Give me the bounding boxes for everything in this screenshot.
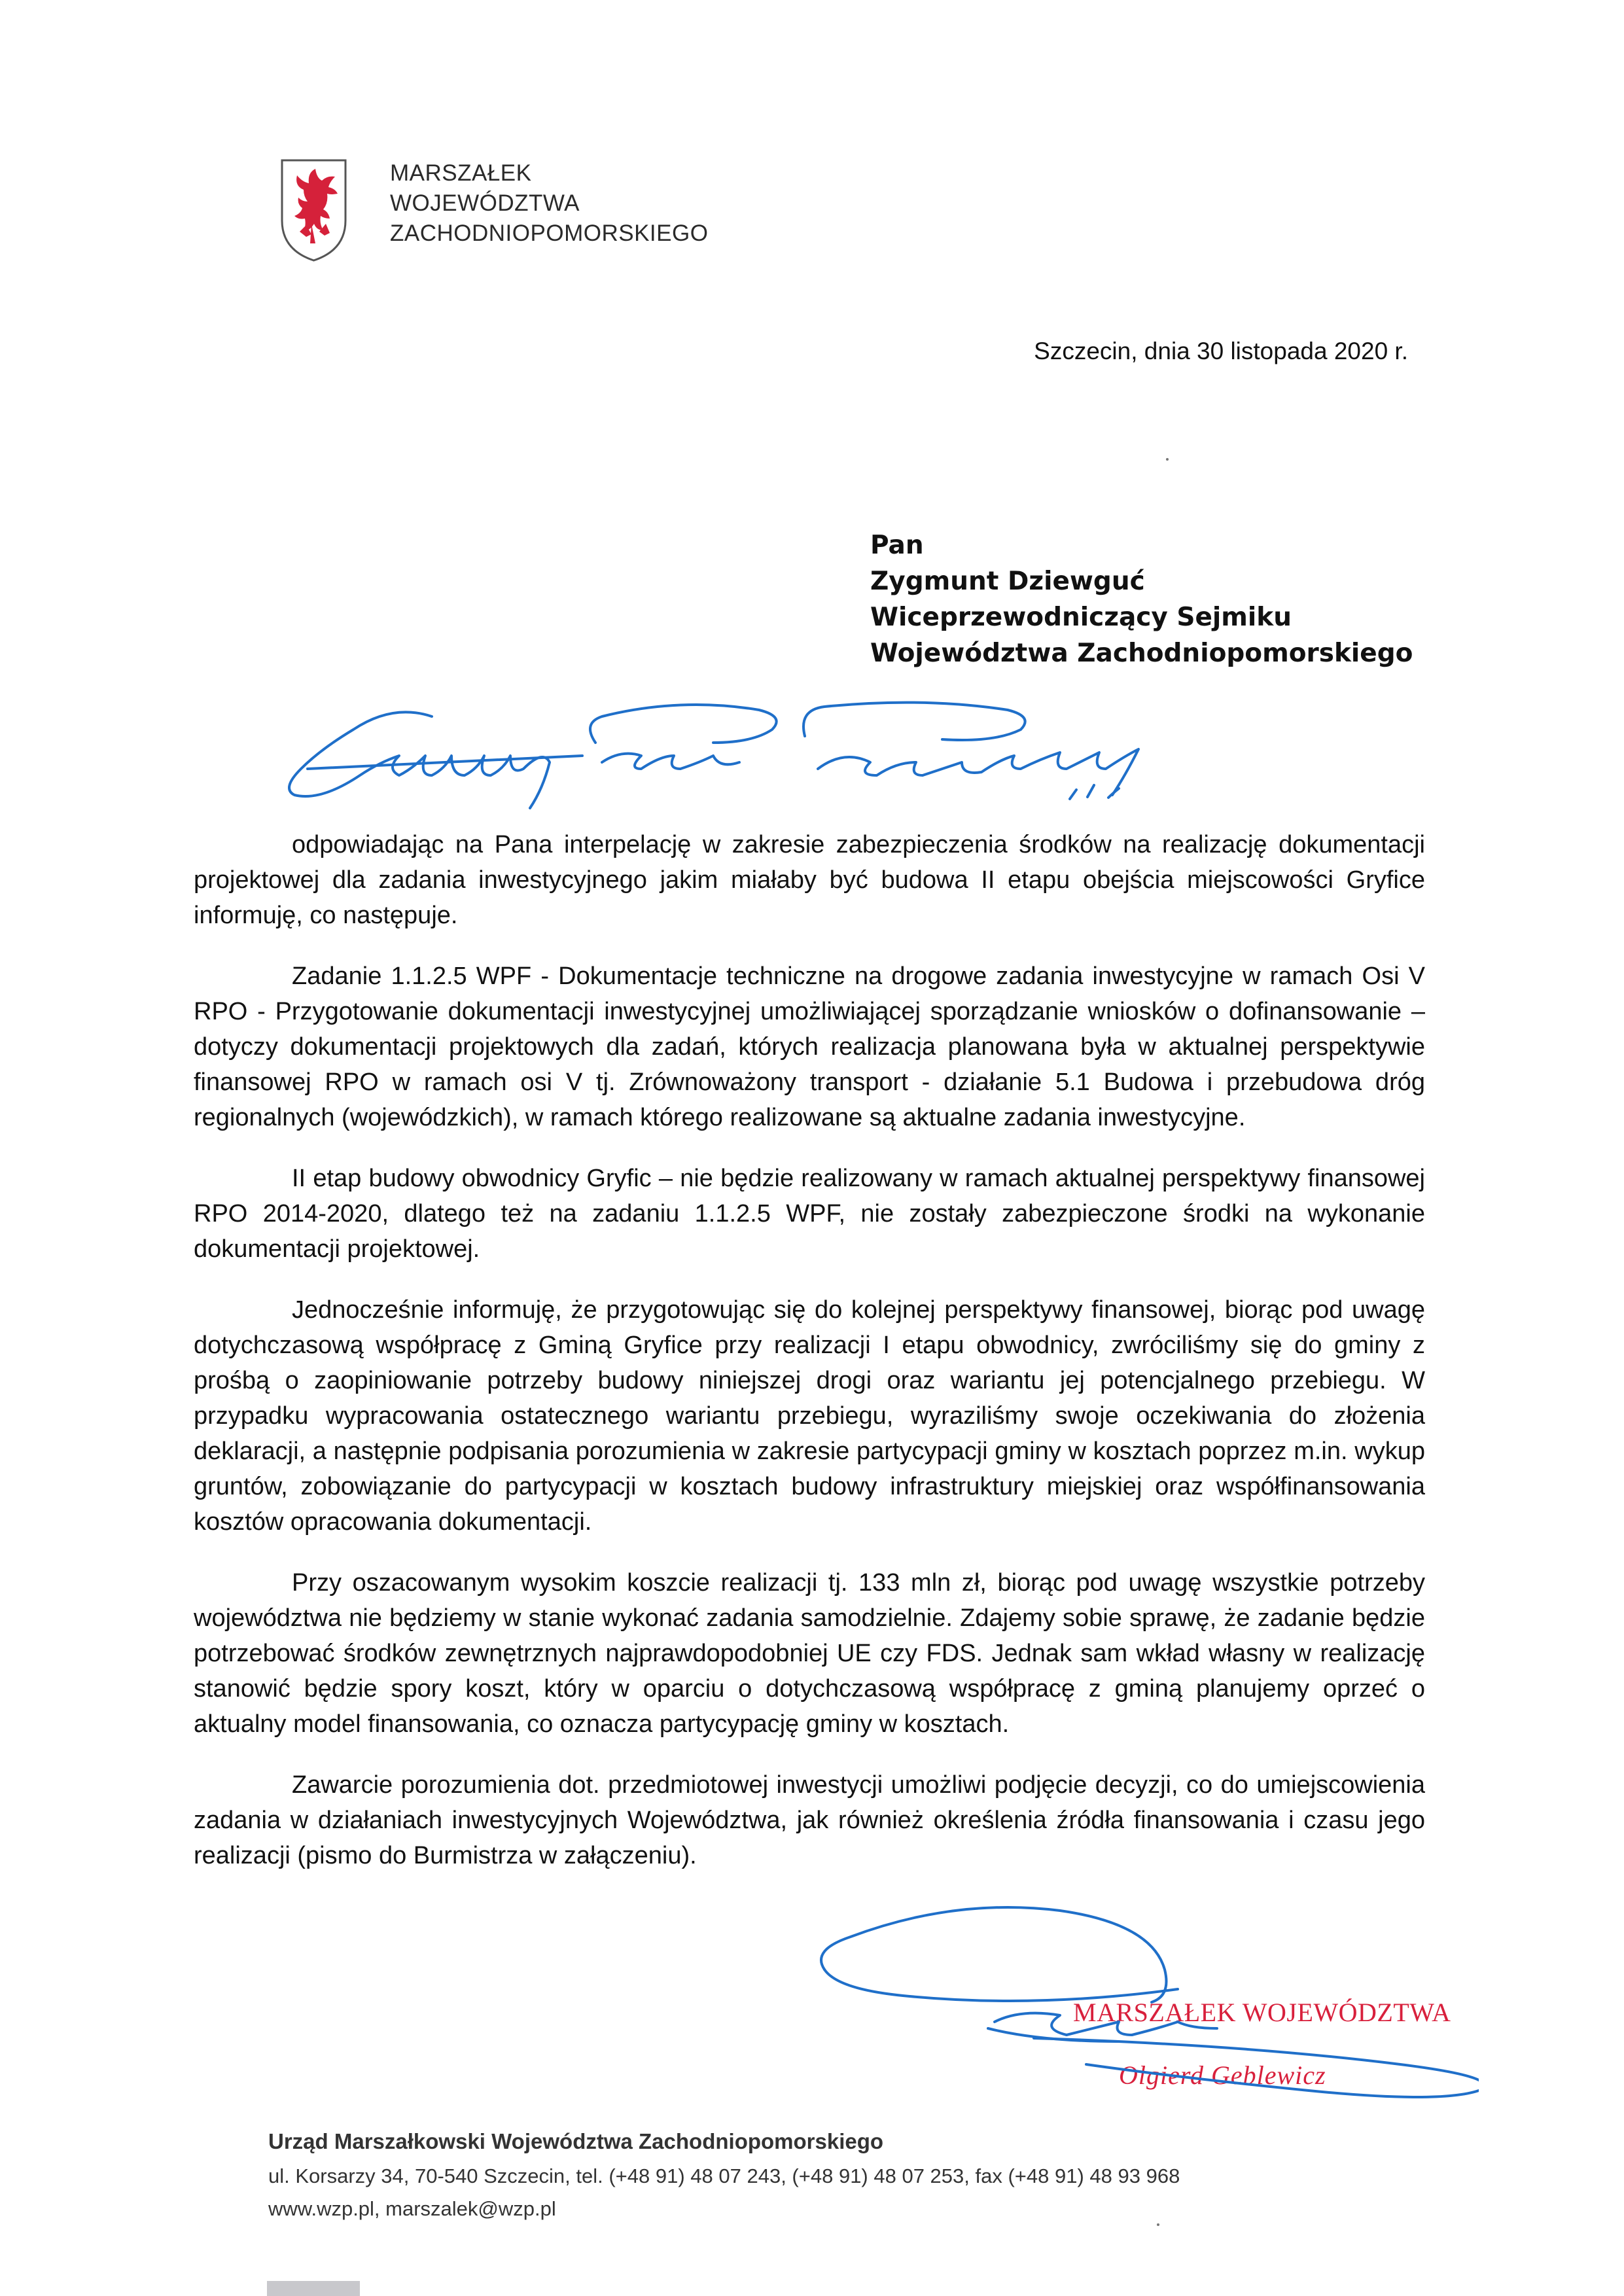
- issuer-name: [390, 158, 848, 249]
- body-paragraph: Zawarcie porozumienia dot. przedmiotowej inwestycji umożliwi podjęcie decyzji, co do umiejscowienia zadania w działaniach inwestycyjnych Województwa, jak również określenia źródła finansowania i czasu jego realizacji (pismo do Burmistrza w załączeniu).: [194, 1771, 1425, 1869]
- handwritten-salutation: [268, 677, 1276, 821]
- body-paragraph: Przy oszacowanym wysokim koszcie realizacji tj. 133 mln zł, biorąc pod uwagę wszystkie potrzeby województwa nie będziemy w stanie wykonać zadania samodzielnie. Zdajemy sobie sprawę, że zadanie będzie potrzebować środków zewnętrznych najprawdopodobniej UE czy FDS. Jednak sam wkład własny w realizację stanowić będzie spory koszt, który w oparciu o dotychczasową współpracę z gminą planujemy oprzeć o aktualny model finansowania, co oznacza partycypację gminy w kosztach.: [194, 1569, 1425, 1738]
- addressee-line: Pan: [870, 531, 924, 560]
- addressee-line: Wiceprzewodniczący Sejmiku: [870, 603, 1292, 632]
- body-paragraph: odpowiadając na Pana interpelację w zakresie zabezpieczenia środków na realizację dokumentacji projektowej dla zadania inwestycyjnego jakim miałaby być budowa II etapu obejścia miejscowości Gryfice informuję, co następuje.: [194, 831, 1425, 929]
- signature-stamp-name: Olgierd Geblewicz: [1119, 2060, 1326, 2090]
- issuer-line: WOJEWÓDZTWA: [390, 190, 580, 216]
- issuer-line: MARSZAŁEK: [390, 160, 532, 186]
- handwritten-signature: [811, 1898, 1479, 2113]
- footer-address: ul. Korsarzy 34, 70-540 Szczecin, tel. (+48 91) 48 07 243, (+48 91) 48 07 253, fax (+48 91) 48 93 968: [268, 2164, 1180, 2187]
- footer-organization: Urząd Marszałkowski Województwa Zachodniopomorskiego: [268, 2129, 884, 2153]
- addressee-line: Województwa Zachodniopomorskiego: [870, 639, 1413, 668]
- scan-corner-mark: [267, 2281, 360, 2296]
- addressee-block: [870, 527, 1413, 671]
- letter-body: [194, 827, 1425, 1899]
- body-paragraph: Jednocześnie informuję, że przygotowując się do kolejnej perspektywy finansowej, biorąc pod uwagę dotychczasową współpracę z Gminą Gryfice przy realizacji I etapu obwodnicy, zwróciliśmy się do gminy z prośbą o zaopiniowanie potrzeby budowy niniejszej drogi oraz wariantu jej potencjalnego przebiegu. W przypadku wypracowania ostatecznego wariantu przebiegu, wyraziliśmy swoje oczekiwania do złożenia deklaracji, a następnie podpisania porozumienia w zakresie partycypacji gminy w kosztach poprzez m.in. wykup gruntów, zobowiązanie do partycypacji w kosztach budowy infrastruktury miejskiej oraz współfinansowania kosztów opracowania dokumentacji.: [194, 1296, 1425, 1536]
- place-and-date: Szczecin, dnia 30 listopada 2020 r.: [1034, 338, 1408, 364]
- body-paragraph: Zadanie 1.1.2.5 WPF - Dokumentacje techniczne na drogowe zadania inwestycyjne w ramach Osi V RPO - Przygotowanie dokumentacji inwestycyjnej umożliwiającej sporządzanie wniosków o dofinansowanie – dotyczy dokumentacji projektowych dla zadań, których realizacja planowana była w aktualnej perspektywie finansowej RPO w ramach osi V tj. Zrównoważony transport - działanie 5.1 Budowa i przebudowa dróg regionalnych (wojewódzkich), w ramach którego realizowane są aktualne zadania inwestycyjne.: [194, 963, 1425, 1131]
- addressee-line: Zygmunt Dziewguć: [870, 567, 1145, 596]
- issuer-line: ZACHODNIOPOMORSKIEGO: [390, 221, 709, 246]
- scan-speck: [1157, 2223, 1159, 2226]
- griffin-coat-of-arms-icon: [280, 158, 347, 262]
- footer-contact: www.wzp.pl, marszalek@wzp.pl: [268, 2197, 556, 2220]
- scan-speck: [1166, 458, 1169, 461]
- signature-stamp-title: MARSZAŁEK WOJEWÓDZTWA: [1073, 1998, 1451, 2027]
- body-paragraph: II etap budowy obwodnicy Gryfic – nie będzie realizowany w ramach aktualnej perspektywy finansowej RPO 2014-2020, dlatego też na zadaniu 1.1.2.5 WPF, nie zostały zabezpieczone środki na wykonanie dokumentacji projektowej.: [194, 1165, 1425, 1263]
- letter-footer: [268, 2123, 1180, 2225]
